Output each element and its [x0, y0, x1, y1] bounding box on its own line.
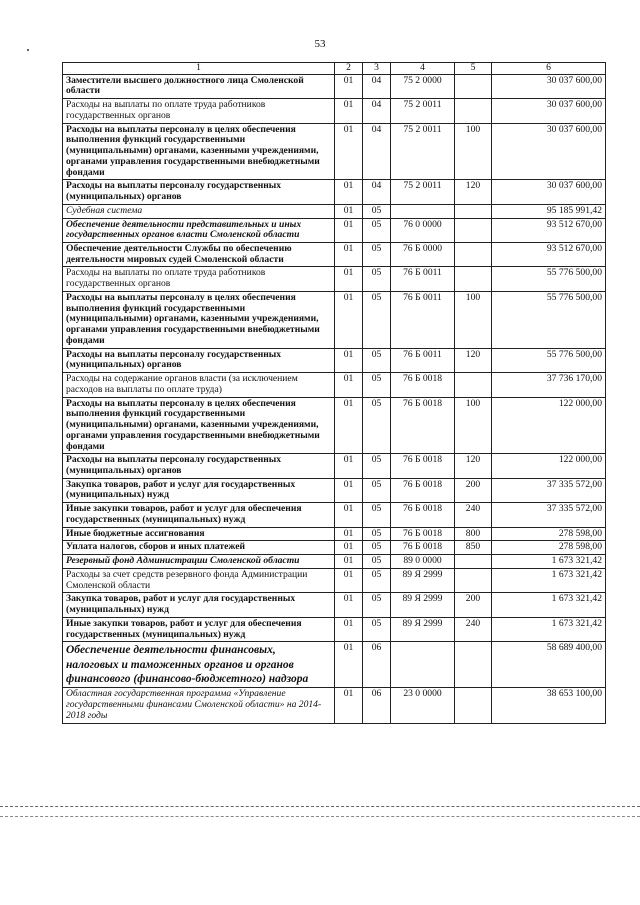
row-name-cell: Судебная система [63, 204, 335, 218]
row-expense-type-cell: 100 [455, 397, 492, 454]
row-amount-cell: 122 000,00 [492, 454, 606, 478]
row-subsection-cell: 04 [363, 99, 391, 123]
row-target-code-cell: 76 Б 0000 [391, 243, 455, 267]
table-row [63, 373, 606, 397]
row-amount-cell: 30 037 600,00 [492, 123, 606, 180]
row-expense-type-cell [455, 642, 492, 688]
row-amount-cell: 1 673 321,42 [492, 617, 606, 641]
row-section-cell: 01 [335, 348, 363, 372]
row-expense-type-cell: 200 [455, 478, 492, 502]
row-name-cell: Расходы на выплаты персоналу в целях обеспечения выполнения функций государственными (муниципальными) органами, казенными учреждениями, органами управления государственными внебюджетными фондами [63, 291, 335, 348]
row-subsection-cell: 05 [363, 454, 391, 478]
row-target-code-cell [391, 204, 455, 218]
row-section-cell: 01 [335, 454, 363, 478]
row-expense-type-cell [455, 267, 492, 291]
row-amount-cell: 1 673 321,42 [492, 568, 606, 592]
row-amount-cell: 55 776 500,00 [492, 267, 606, 291]
row-name-cell: Расходы на выплаты персоналу в целях обеспечения выполнения функций государственными (муниципальными) органами, казенными учреждениями, органами управления государственными внебюджетными фондами [63, 123, 335, 180]
row-expense-type-cell: 120 [455, 180, 492, 204]
row-subsection-cell: 05 [363, 397, 391, 454]
row-section-cell: 01 [335, 99, 363, 123]
row-section-cell: 01 [335, 568, 363, 592]
row-amount-cell: 30 037 600,00 [492, 180, 606, 204]
row-subsection-cell: 05 [363, 527, 391, 541]
row-amount-cell: 37 335 572,00 [492, 478, 606, 502]
row-subsection-cell: 04 [363, 74, 391, 98]
row-name-cell: Расходы на содержание органов власти (за исключением расходов на выплаты по оплате труда) [63, 373, 335, 397]
row-target-code-cell [391, 642, 455, 688]
row-amount-cell: 37 736 170,00 [492, 373, 606, 397]
row-expense-type-cell [455, 74, 492, 98]
row-amount-cell: 93 512 670,00 [492, 218, 606, 242]
row-subsection-cell: 05 [363, 243, 391, 267]
row-expense-type-cell [455, 555, 492, 569]
header-col-3: 3 [363, 63, 391, 75]
row-amount-cell: 122 000,00 [492, 397, 606, 454]
row-expense-type-cell [455, 99, 492, 123]
row-target-code-cell: 76 Б 0011 [391, 291, 455, 348]
row-expense-type-cell [455, 204, 492, 218]
row-subsection-cell: 05 [363, 541, 391, 555]
row-subsection-cell: 05 [363, 478, 391, 502]
table-row [63, 397, 606, 454]
row-name-cell: Иные закупки товаров, работ и услуг для обеспечения государственных (муниципальных) нужд [63, 503, 335, 527]
budget-table [62, 62, 606, 724]
row-subsection-cell: 05 [363, 503, 391, 527]
row-name-cell: Резервный фонд Администрации Смоленской области [63, 555, 335, 569]
table-row [63, 180, 606, 204]
row-expense-type-cell: 120 [455, 454, 492, 478]
row-name-cell: Обеспечение деятельности Службы по обеспечению деятельности мировых судей Смоленской области [63, 243, 335, 267]
table-row [63, 478, 606, 502]
row-target-code-cell: 76 Б 0018 [391, 541, 455, 555]
row-name-cell: Расходы на выплаты персоналу государственных (муниципальных) органов [63, 454, 335, 478]
header-col-6: 6 [492, 63, 606, 75]
row-name-cell: Расходы за счет средств резервного фонда Администрации Смоленской области [63, 568, 335, 592]
row-subsection-cell: 06 [363, 642, 391, 688]
row-amount-cell: 38 653 100,00 [492, 688, 606, 723]
row-expense-type-cell [455, 568, 492, 592]
row-section-cell: 01 [335, 593, 363, 617]
row-target-code-cell: 76 Б 0018 [391, 503, 455, 527]
header-col-2: 2 [335, 63, 363, 75]
header-col-5: 5 [455, 63, 492, 75]
row-section-cell: 01 [335, 642, 363, 688]
row-expense-type-cell: 100 [455, 123, 492, 180]
scan-speck [27, 49, 29, 51]
row-target-code-cell: 76 Б 0018 [391, 454, 455, 478]
row-amount-cell: 55 776 500,00 [492, 348, 606, 372]
row-section-cell: 01 [335, 243, 363, 267]
row-amount-cell: 278 598,00 [492, 527, 606, 541]
row-expense-type-cell: 100 [455, 291, 492, 348]
row-expense-type-cell [455, 688, 492, 723]
row-name-cell: Закупка товаров, работ и услуг для государственных (муниципальных) нужд [63, 593, 335, 617]
row-section-cell: 01 [335, 180, 363, 204]
table-row [63, 291, 606, 348]
row-name-cell: Расходы на выплаты персоналу государственных (муниципальных) органов [63, 180, 335, 204]
row-amount-cell: 1 673 321,42 [492, 593, 606, 617]
table-row [63, 204, 606, 218]
row-target-code-cell: 76 0 0000 [391, 218, 455, 242]
row-name-cell: Закупка товаров, работ и услуг для государственных (муниципальных) нужд [63, 478, 335, 502]
row-amount-cell: 58 689 400,00 [492, 642, 606, 688]
table-row [63, 74, 606, 98]
table-row [63, 541, 606, 555]
row-subsection-cell: 05 [363, 348, 391, 372]
row-subsection-cell: 04 [363, 180, 391, 204]
header-col-1: 1 [63, 63, 335, 75]
row-section-cell: 01 [335, 373, 363, 397]
row-name-cell: Расходы на выплаты по оплате труда работников государственных органов [63, 99, 335, 123]
row-section-cell: 01 [335, 267, 363, 291]
row-name-cell: Областная государственная программа «Управление государственными финансами Смоленской области» на 2014-2018 годы [63, 688, 335, 723]
row-target-code-cell: 76 Б 0018 [391, 397, 455, 454]
row-expense-type-cell [455, 373, 492, 397]
scan-fold-line [0, 816, 640, 817]
row-amount-cell: 30 037 600,00 [492, 99, 606, 123]
row-section-cell: 01 [335, 291, 363, 348]
row-subsection-cell: 05 [363, 204, 391, 218]
row-target-code-cell: 76 Б 0011 [391, 348, 455, 372]
page-number: 53 [314, 38, 326, 50]
row-expense-type-cell [455, 218, 492, 242]
row-target-code-cell: 76 Б 0018 [391, 527, 455, 541]
row-subsection-cell: 05 [363, 373, 391, 397]
row-amount-cell: 37 335 572,00 [492, 503, 606, 527]
row-target-code-cell: 76 Б 0011 [391, 267, 455, 291]
table-row [63, 99, 606, 123]
row-amount-cell: 55 776 500,00 [492, 291, 606, 348]
row-subsection-cell: 05 [363, 593, 391, 617]
table-row [63, 454, 606, 478]
row-name-cell: Расходы на выплаты персоналу в целях обеспечения выполнения функций государственными (муниципальными) органами, казенными учреждениями, органами управления государственными внебюджетными фондами [63, 397, 335, 454]
table-row [63, 688, 606, 723]
row-name-cell: Обеспечение деятельности представительных и иных государственных органов власти Смоленской области [63, 218, 335, 242]
row-amount-cell: 95 185 991,42 [492, 204, 606, 218]
row-section-cell: 01 [335, 123, 363, 180]
row-subsection-cell: 05 [363, 617, 391, 641]
table-row [63, 123, 606, 180]
table-row [63, 267, 606, 291]
scan-fold-line [0, 806, 640, 807]
row-expense-type-cell: 800 [455, 527, 492, 541]
row-expense-type-cell: 850 [455, 541, 492, 555]
row-name-cell: Иные закупки товаров, работ и услуг для обеспечения государственных (муниципальных) нужд [63, 617, 335, 641]
table-row [63, 642, 606, 688]
table-row [63, 568, 606, 592]
row-subsection-cell: 06 [363, 688, 391, 723]
row-name-cell: Уплата налогов, сборов и иных платежей [63, 541, 335, 555]
row-target-code-cell: 23 0 0000 [391, 688, 455, 723]
row-expense-type-cell: 200 [455, 593, 492, 617]
table-row [63, 555, 606, 569]
row-name-cell: Обеспечение деятельности финансовых, налоговых и таможенных органов и органов финансового (финансово-бюджетного) надзора [63, 642, 335, 688]
row-subsection-cell: 05 [363, 291, 391, 348]
row-target-code-cell: 75 2 0011 [391, 180, 455, 204]
row-name-cell: Расходы на выплаты персоналу государственных (муниципальных) органов [63, 348, 335, 372]
row-subsection-cell: 05 [363, 568, 391, 592]
table-row [63, 348, 606, 372]
row-section-cell: 01 [335, 541, 363, 555]
row-name-cell: Заместители высшего должностного лица Смоленской области [63, 74, 335, 98]
row-target-code-cell: 76 Б 0018 [391, 478, 455, 502]
row-section-cell: 01 [335, 74, 363, 98]
row-section-cell: 01 [335, 218, 363, 242]
row-target-code-cell: 89 0 0000 [391, 555, 455, 569]
table-row [63, 243, 606, 267]
row-section-cell: 01 [335, 478, 363, 502]
row-section-cell: 01 [335, 527, 363, 541]
table-row [63, 503, 606, 527]
row-expense-type-cell: 240 [455, 617, 492, 641]
row-expense-type-cell: 120 [455, 348, 492, 372]
row-expense-type-cell: 240 [455, 503, 492, 527]
header-col-4: 4 [391, 63, 455, 75]
row-amount-cell: 278 598,00 [492, 541, 606, 555]
row-target-code-cell: 76 Б 0018 [391, 373, 455, 397]
table-row [63, 218, 606, 242]
row-subsection-cell: 05 [363, 218, 391, 242]
table-row [63, 593, 606, 617]
row-section-cell: 01 [335, 204, 363, 218]
row-target-code-cell: 89 Я 2999 [391, 568, 455, 592]
table-body [63, 74, 606, 723]
table-row [63, 527, 606, 541]
row-subsection-cell: 04 [363, 123, 391, 180]
row-section-cell: 01 [335, 397, 363, 454]
row-name-cell: Иные бюджетные ассигнования [63, 527, 335, 541]
row-target-code-cell: 75 2 0000 [391, 74, 455, 98]
row-target-code-cell: 75 2 0011 [391, 123, 455, 180]
row-section-cell: 01 [335, 617, 363, 641]
table-header-row [63, 63, 606, 75]
row-subsection-cell: 05 [363, 267, 391, 291]
row-amount-cell: 30 037 600,00 [492, 74, 606, 98]
table-row [63, 617, 606, 641]
row-amount-cell: 1 673 321,42 [492, 555, 606, 569]
row-amount-cell: 93 512 670,00 [492, 243, 606, 267]
row-name-cell: Расходы на выплаты по оплате труда работников государственных органов [63, 267, 335, 291]
row-target-code-cell: 75 2 0011 [391, 99, 455, 123]
row-section-cell: 01 [335, 688, 363, 723]
row-subsection-cell: 05 [363, 555, 391, 569]
row-expense-type-cell [455, 243, 492, 267]
row-section-cell: 01 [335, 555, 363, 569]
row-target-code-cell: 89 Я 2999 [391, 617, 455, 641]
row-section-cell: 01 [335, 503, 363, 527]
row-target-code-cell: 89 Я 2999 [391, 593, 455, 617]
